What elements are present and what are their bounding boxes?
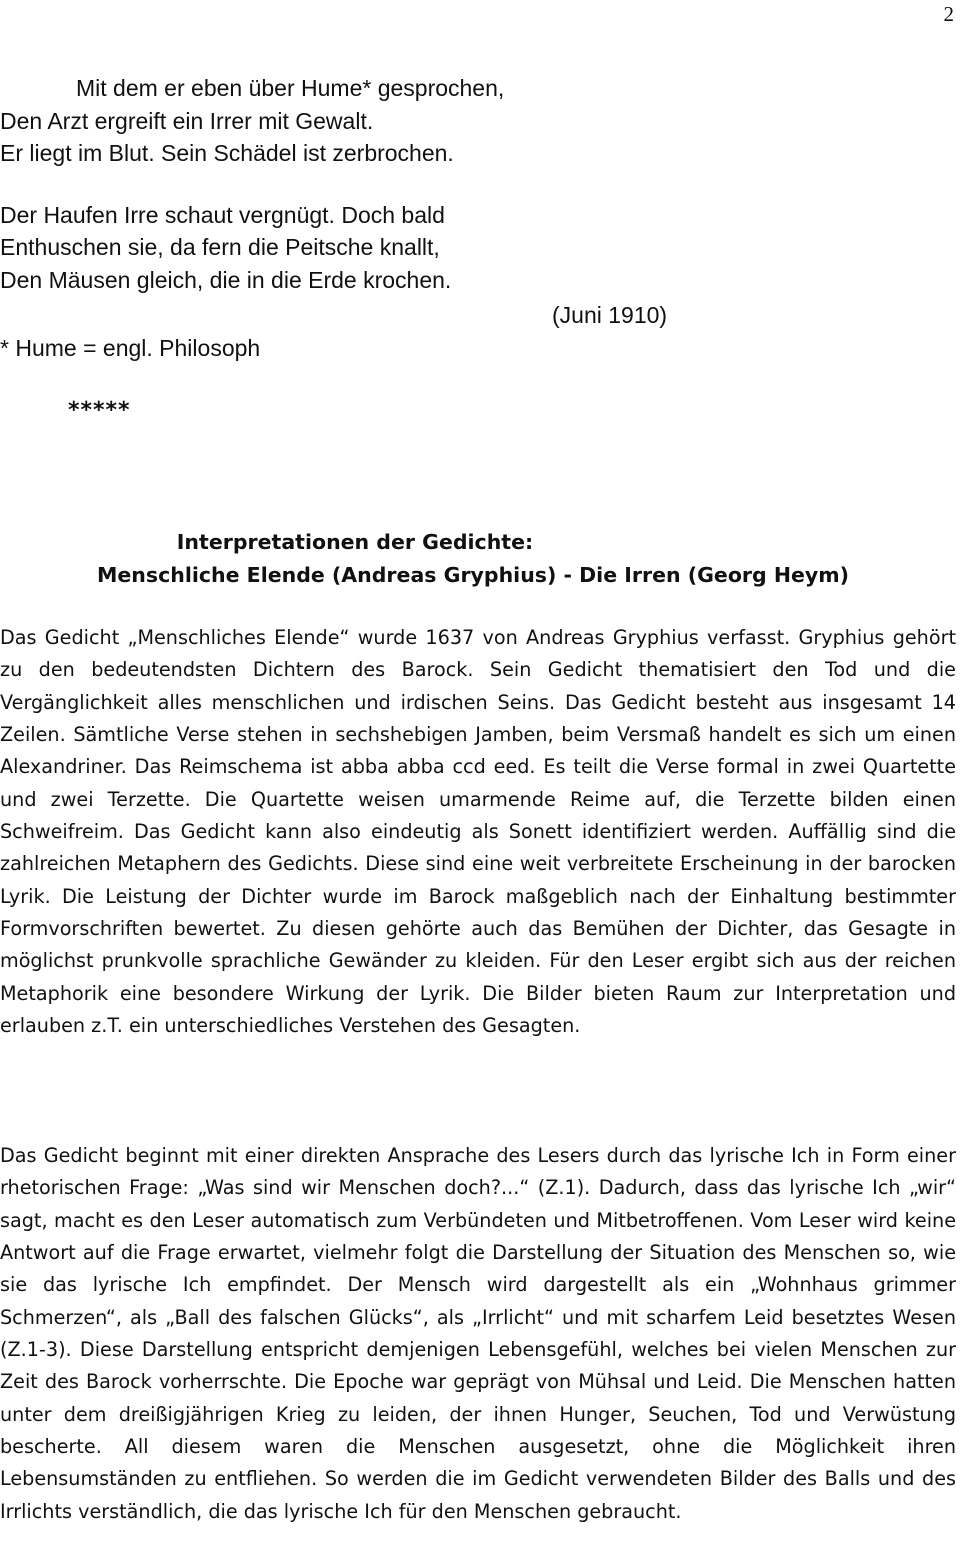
heading-line: Menschliche Elende (Andreas Gryphius) - Die Irren (Georg Heym) (97, 563, 849, 587)
poem-line: Mit dem er eben über Hume* gesprochen, (76, 75, 505, 101)
heading-line: Interpretationen der Gedichte: (176, 530, 534, 554)
page-number: 2 (943, 2, 954, 26)
poem-line: Den Arzt ergreift ein Irrer mit Gewalt. (0, 107, 374, 134)
body-paragraph: Das Gedicht beginnt mit einer direkten Ansprache des Lesers durch das lyrische Ich in Form einer rhetorischen Frage: „Was sind wir Menschen doch?...“ (Z.1). Dadurch, dass das lyrische Ich „wir“ sagt, macht es den Leser automatisch zum Verbündeten und Mitbetroffenen. Vom Leser wird keine Antwort auf die Frage erwartet, vielmehr folgt die Darstellung der Situation des Menschen so, wie sie das lyrische Ich empfindet. Der Mensch wird dargestellt als ein „Wohnhaus grimmer Schmerzen“, als „Ball des falschen Glücks“, als „Irrlicht“ und mit scharfem Leid besetztes Wesen (Z.1-3). Diese Darstellung entspricht demjenigen Lebensgefühl, welches bei vielen Menschen zur Zeit des Barock vorherrschte. Die Epoche war geprägt von Mühsal und Leid. Die Menschen hatten unter dem dreißigjährigen Krieg zu leiden, der ihnen Hunger, Seuchen, Tod und Verwüstung bescherte. All diesem waren die Menschen ausgesetzt, ohne die Möglichkeit ihren Lebensumständen zu entfliehen. So werden die im Gedicht verwendeten Bilder des Balls und des Irrlichts verständlich, die das lyrische Ich für den Menschen gebraucht. (0, 1144, 956, 1523)
poem-line: Den Mäusen gleich, die in die Erde krochen. (0, 266, 452, 293)
body-paragraph: Das Gedicht „Menschliches Elende“ wurde 1637 von Andreas Gryphius verfasst. Gryphius gehört zu den bedeutendsten Dichtern des Barock. Sein Gedicht thematisiert den Tod und die Vergänglichkeit alles menschlichen und irdischen Seins. Das Gedicht besteht aus insgesamt 14 Zeilen. Sämtliche Verse stehen in sechshebigen Jamben, beim Versmaß handelt es sich um einen Alexandriner. Das Reimschema ist abba abba ccd eed. Es teilt die Verse formal in zwei Quartette und zwei Terzette. Die Quartette weisen umarmende Reime auf, die Terzette bilden einen Schweifreim. Das Gedicht kann also eindeutig als Sonett identifiziert werden. Auffällig sind die zahlreichen Metaphern des Gedichts. Diese sind eine weit verbreitete Erscheinung in der barocken Lyrik. Die Leistung der Dichter wurde im Barock maßgeblich nach der Einhaltung bestimmter Formvorschriften bewertet. Zu diesen gehörte auch das Bemühen der Dichter, das Gesagte in möglichst prunkvolle sprachliche Gewänder zu kleiden. Für den Leser ergibt sich aus der reichen Metaphorik eine besondere Wirkung der Lyrik. Die Bilder bieten Raum zur Interpretation und erlauben z.T. ein unterschiedliches Verstehen des Gesagten. (0, 626, 956, 1038)
footnote: * Hume = engl. Philosoph (0, 335, 261, 361)
stanza-gap (0, 170, 504, 199)
poem-date: (Juni 1910) (552, 302, 668, 328)
poem-line: Er liegt im Blut. Sein Schädel ist zerbrochen. (0, 140, 454, 166)
poem (0, 72, 504, 296)
section-heading (0, 526, 960, 592)
poem-line: Der Haufen Irre schaut vergnügt. Doch bald (0, 201, 445, 228)
section-separator: ***** (68, 398, 131, 423)
poem-line: Enthuschen sie, da fern die Peitsche knallt, (0, 234, 440, 260)
